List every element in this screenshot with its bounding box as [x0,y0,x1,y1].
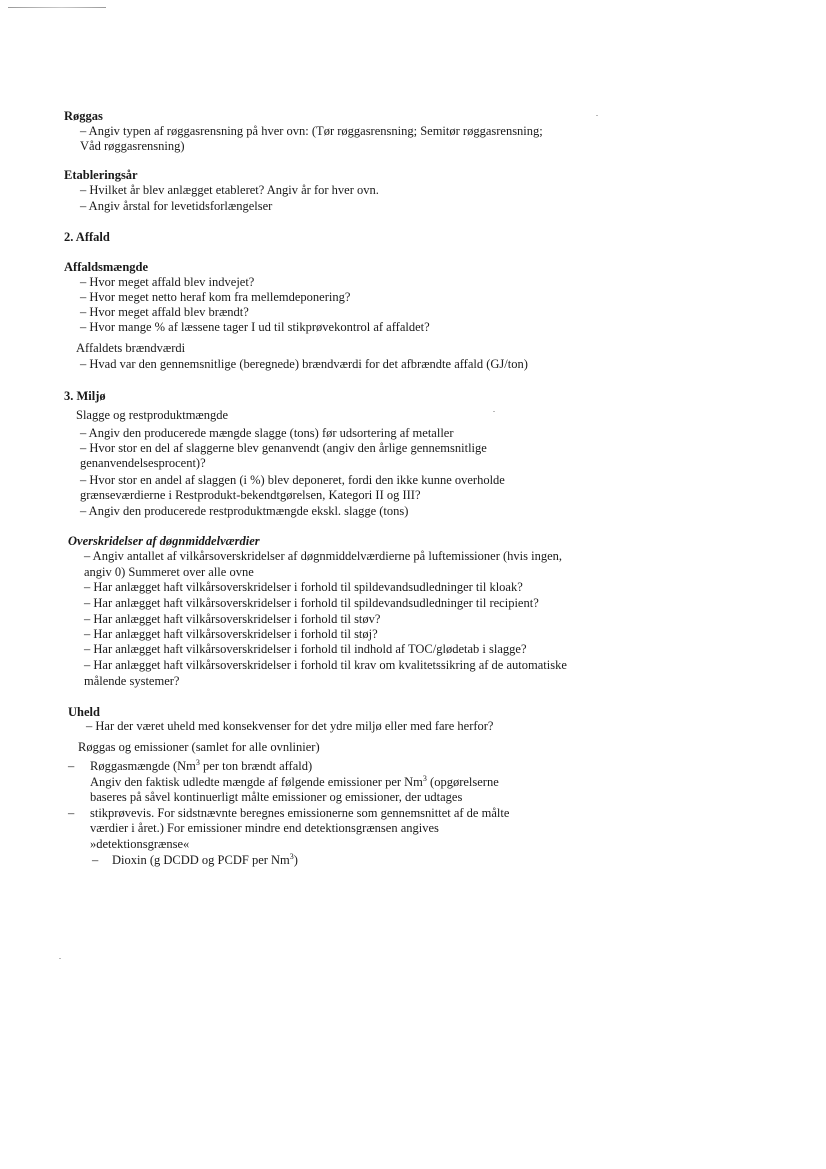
roggas-heading: Røggas [64,109,103,123]
overskridelser-item: målende systemer? [84,674,180,688]
slagge-label: Slagge og restproduktmængde [76,408,229,422]
emission-text: værdier i året.) For emissioner mindre end detektionsgrænsen angives [90,821,439,835]
overskridelser-item: – Har anlægget haft vilkårsoverskridelser i forhold til støj? [84,627,378,641]
braendvaerdi-label: Affaldets brændværdi [76,341,186,355]
overskridelser-item: – Angiv antallet af vilkårsoverskridelser af døgnmiddelværdierne på luftemissioner (hvis ingen, [84,549,563,563]
miljo-item: – Angiv den producerede restproduktmængde ekskl. slagge (tons) [80,504,409,518]
emission-text: baseres på såvel kontinuerligt målte emissioner og emissioner, der udtages [90,790,463,804]
overskridelser-item: – Har anlægget haft vilkårsoverskridelser i forhold til støv? [84,612,381,626]
etablering-item: – Hvilket år blev anlægget etableret? Angiv år for hver ovn. [80,183,379,197]
overskridelser-item: – Har anlægget haft vilkårsoverskridelser i forhold til spildevandsudledninger til kloak? [84,580,523,594]
affald-item: – Hvor meget affald blev brændt? [80,305,249,319]
affald-item: – Hvor meget affald blev indvejet? [80,275,255,289]
list-dash: – [68,806,75,820]
affald-item: – Hvor mange % af læssene tager I ud til stikprøvekontrol af affaldet? [80,320,430,334]
emissioner-label: Røggas og emissioner (samlet for alle ovnlinier) [78,740,320,754]
list-dash: – [92,853,99,867]
scan-speck [493,411,495,412]
emission-text: Angiv den faktisk udledte mængde af følgende emissioner per Nm$^3$ (opgørelserne [90,774,499,789]
list-dash: – [68,759,75,773]
miljo-item: – Hvor stor en andel af slaggen (i %) blev deponeret, fordi den ikke kunne overholde [80,473,505,487]
dioxin-item: Dioxin (g DCDD og PCDF per Nm$^3$) [112,852,298,867]
roggas-item: Våd røggasrensning) [80,139,185,153]
roggas-item: – Angiv typen af røggasrensning på hver ovn: (Tør røggasrensning; Semitør røggasrensning; [80,124,543,138]
etablering-heading: Etableringsår [64,168,138,182]
overskridelser-item: angiv 0) Summeret over alle ovne [84,565,254,579]
affald-heading: 2. Affald [64,230,110,244]
miljo-item: grænseværdierne i Restprodukt-bekendtgørelsen, Kategori II og III? [80,488,421,502]
emission-text: stikprøvevis. For sidstnævnte beregnes emissionerne som gennemsnittet af de målte [90,806,510,820]
overskridelser-item: – Har anlægget haft vilkårsoverskridelser i forhold til spildevandsudledninger til recipient? [84,596,539,610]
affaldsmaengde-heading: Affaldsmængde [64,260,149,274]
miljo-item: – Angiv den producerede mængde slagge (tons) før udsortering af metaller [80,426,454,440]
overskridelser-item: – Har anlægget haft vilkårsoverskridelser i forhold til krav om kvalitetssikring af de automatiske [84,658,567,672]
uheld-heading: Uheld [68,705,100,719]
overskridelser-heading: Overskridelser af døgnmiddelværdier [68,534,260,548]
roggasmaengde-item: Røggasmængde (Nm$^3$ per ton brændt affald) [90,758,313,773]
miljo-item: genanvendelsesprocent)? [80,456,206,470]
emission-text: »detektionsgrænse« [90,837,190,851]
miljo-heading: 3. Miljø [64,389,106,403]
miljo-item: – Hvor stor en del af slaggerne blev genanvendt (angiv den årlige gennemsnitlige [80,441,487,455]
scan-speck [596,115,598,116]
affald-item: – Hvor meget netto heraf kom fra mellemdeponering? [80,290,351,304]
uheld-item: – Har der været uheld med konsekvenser for det ydre miljø eller med fare herfor? [86,719,494,733]
scan-speck [59,958,61,959]
braendvaerdi-item: – Hvad var den gennemsnitlige (beregnede) brændværdi for det afbrændte affald (GJ/ton) [80,357,528,371]
overskridelser-item: – Har anlægget haft vilkårsoverskridelser i forhold til indhold af TOC/glødetab i slagge? [84,642,527,656]
etablering-item: – Angiv årstal for levetidsforlængelser [80,199,273,213]
scan-artifact-line [8,7,106,8]
